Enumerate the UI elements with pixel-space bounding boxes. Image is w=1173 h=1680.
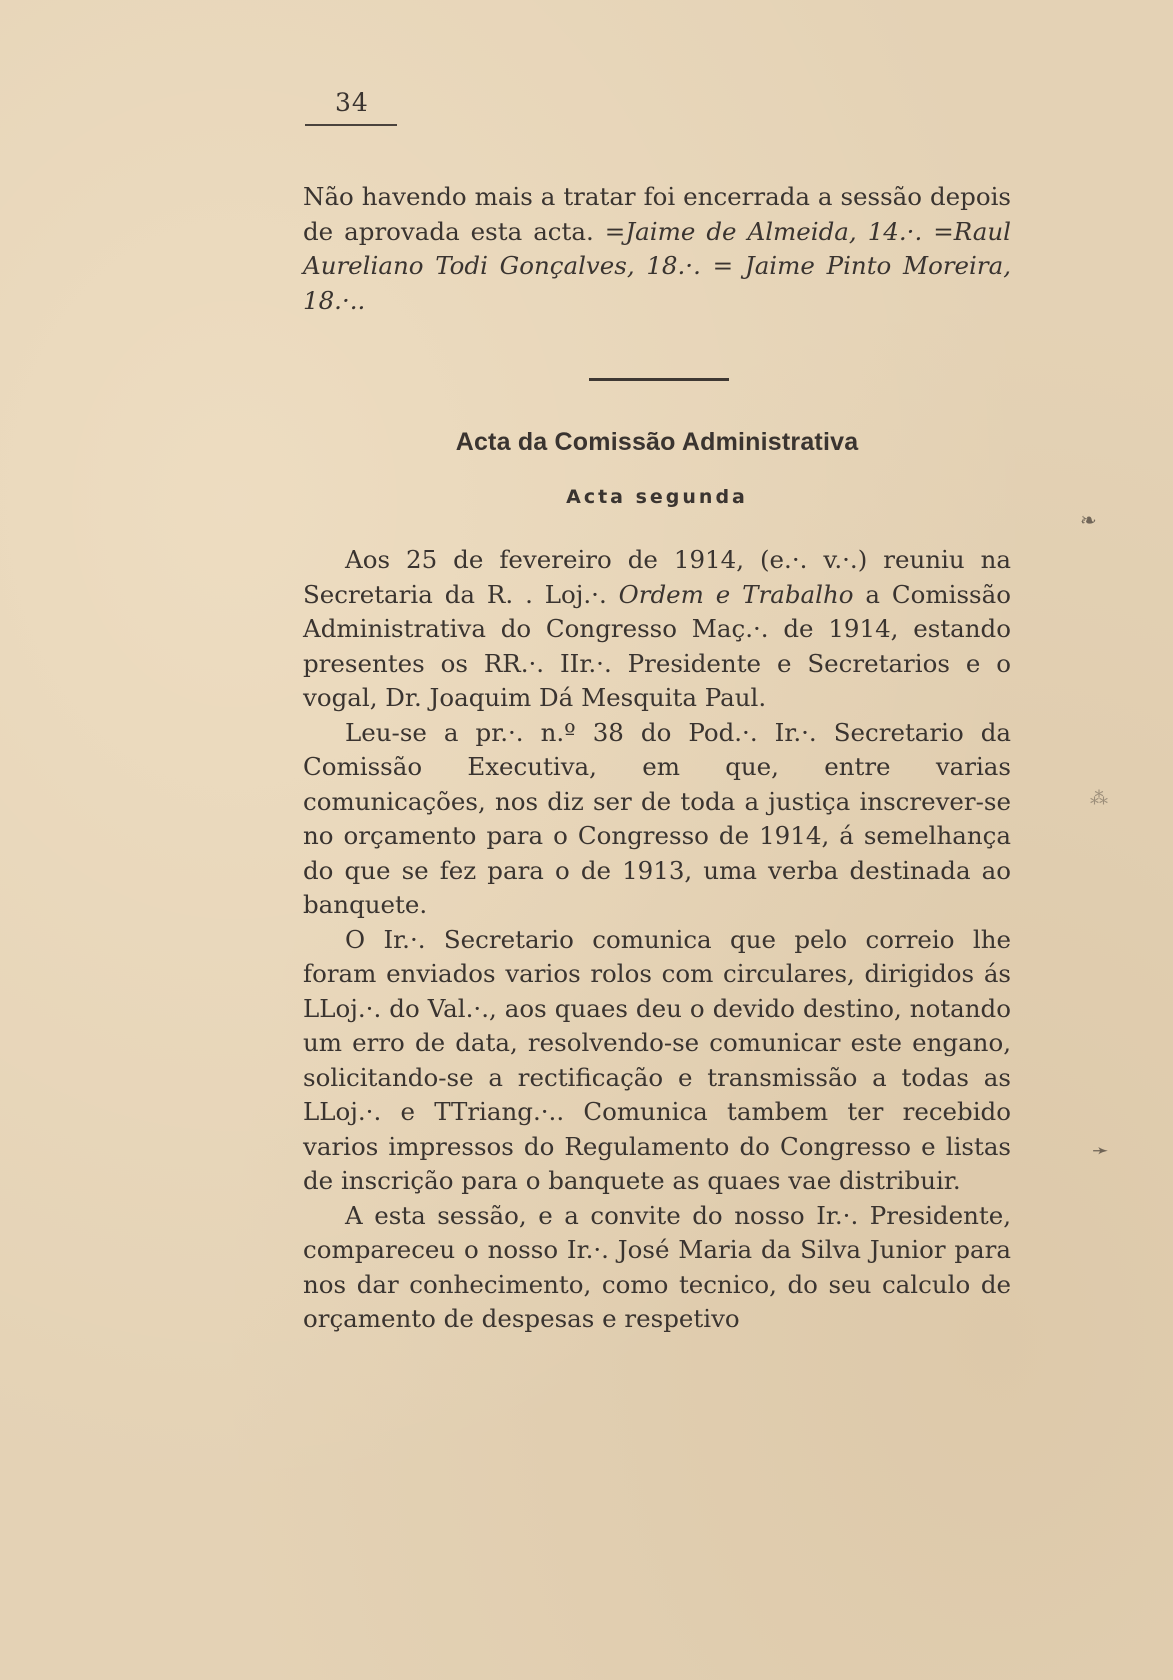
closing-separator: = <box>712 251 734 280</box>
signatory-raul-aureliano: Raul Aureliano Todi Gonçalves, 18.·. <box>303 216 1012 280</box>
minutes-body <box>303 543 1011 1337</box>
closing-separator: = <box>604 216 626 246</box>
body-paragraph-1-start: Aos 25 de fevereiro de 1914, (e.·. v.·.) reuniu na Secretaria da R. . Loj.·. <box>303 545 1011 609</box>
body-paragraph-3: O Ir.·. Secretario comunica que pelo correio lhe foram enviados varios rolos com circulares, dirigidos ás LLoj.·. do Val.·., aos quaes deu o devido destino, notando um erro de data, resolvendo-se comunicar este engano, solicitando-se a rectificação e transmissão a todas as LLoj.·. e TTriang.·.. Comunica tambem ter recebido varios impressos do Regulamento do Congresso e listas de inscrição para o banquete as quaes vae distribuir. <box>303 924 1011 1195</box>
signatory-jaime-pinto-moreira: Jaime Pinto Moreira, 18.·.. <box>303 251 1012 315</box>
body-paragraph-2: Leu-se a pr.·. n.º 38 do Pod.·. Ir.·. Secretario da Comissão Executiva, em que, entre varias comunicações, nos diz ser de toda a justiça inscrever-se no orçamento para o Congresso de 1914, á semelhança do que se fez para o de 1913, uma verba destinada ao banquete. <box>303 717 1011 919</box>
page-number: 34 <box>335 88 369 117</box>
body-paragraph-1 <box>303 543 1011 716</box>
ink-smudge-icon: ➛ <box>1092 1138 1109 1162</box>
section-title: Acta da Comissão Administrativa <box>455 428 859 456</box>
page-number-rule <box>305 124 397 126</box>
closing-paragraph <box>303 180 1011 318</box>
body-paragraph-4: A esta sessão, e a convite do nosso Ir.·. Presidente, compareceu o nosso Ir.·. José Maria da Silva Junior para nos dar conhecimento, como tecnico, do seu calculo de orçamento de despesas e respetivo <box>303 1200 1011 1333</box>
section-separator-rule <box>589 378 729 381</box>
signatory-degree-1: 14.·. <box>867 216 934 246</box>
body-paragraph-1-end: a Comissão Administrativa do Congresso Maç.·. de 1914, estando presentes os RR.·. IIr.·. Presidente e Secretarios e o vogal, Dr. Joaquim Dá Mesquita Paul. <box>303 579 1011 712</box>
ink-smudge-icon: ❧ <box>1080 508 1097 532</box>
closing-line-2-plain: depois de aprovada esta acta. <box>303 182 1011 246</box>
section-subtitle: Acta segunda <box>566 486 748 508</box>
closing-paragraph-text <box>303 180 1011 318</box>
closing-line-1: Não havendo mais a tratar foi encerrada a sessão <box>303 182 923 211</box>
ink-smudge-icon: ⁂ <box>1090 788 1108 809</box>
lodge-name: Ordem e Trabalho <box>618 579 854 609</box>
signatory-jaime-de-almeida: Jaime de Almeida, <box>625 216 857 246</box>
closing-separator: = <box>933 216 954 246</box>
